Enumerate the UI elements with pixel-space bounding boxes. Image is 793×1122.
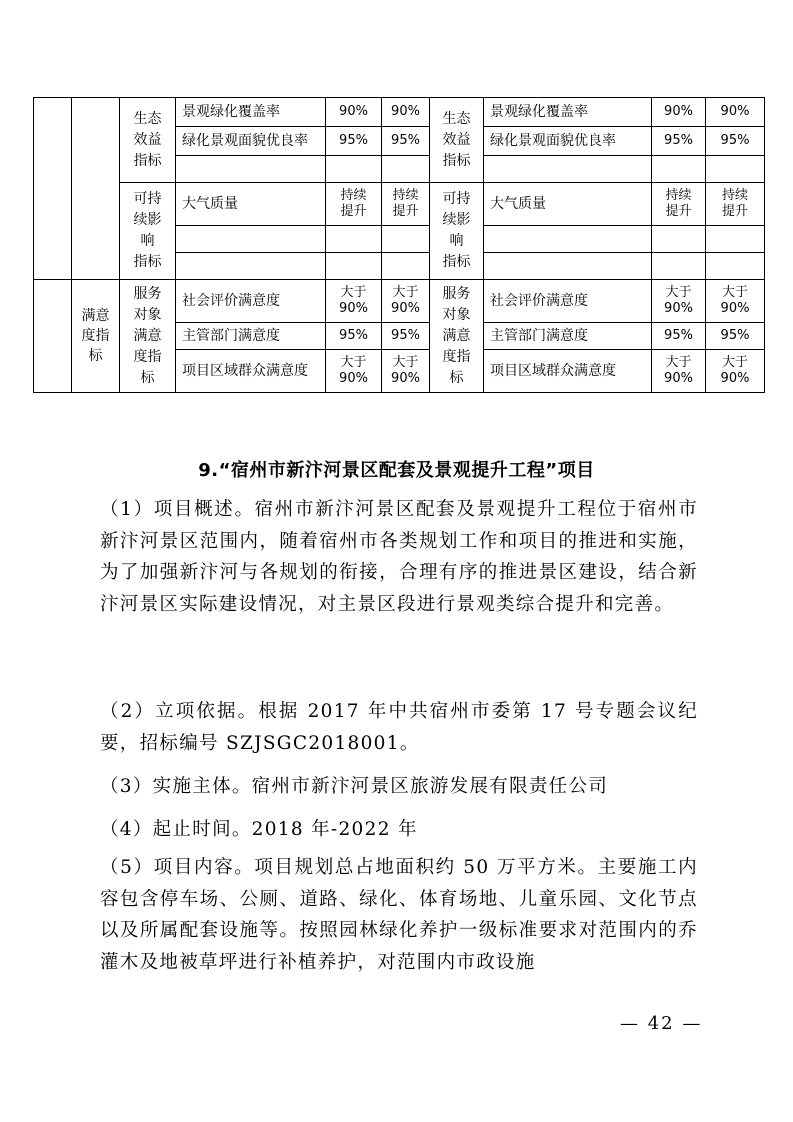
value-line: 90% [720, 371, 750, 386]
indicator-value [652, 226, 706, 253]
indicator-value [326, 156, 382, 183]
value-line: 提升 [392, 204, 419, 219]
indicator-name: 主管部门满意度 [484, 323, 652, 350]
label-line: 服务 [442, 285, 471, 302]
value-line: 大于 [721, 355, 748, 370]
blank-cell [34, 280, 72, 393]
indicator-value: 90% [652, 98, 706, 127]
blank-cell [72, 98, 120, 280]
value-line: 大于 [392, 285, 419, 300]
indicator-value [326, 226, 382, 253]
value-line: 90% [664, 371, 693, 386]
value-line: 提升 [721, 204, 748, 219]
indicator-value [326, 253, 382, 280]
indicator-value [706, 156, 765, 183]
label-line: 效益 [133, 131, 162, 148]
section-heading: 9.“宿州市新汴河景区配套及景观提升工程”项目 [198, 460, 595, 481]
indicator-value [326, 350, 382, 393]
page-number: — 42 — [620, 1013, 703, 1034]
indicator-value: 95% [326, 127, 382, 156]
table-row [34, 183, 765, 226]
value-line: 90% [391, 301, 420, 316]
value-line: 大于 [721, 285, 748, 300]
value-line: 大于 [665, 285, 692, 300]
label-line: 满意 [442, 327, 471, 344]
value-line: 90% [339, 371, 368, 386]
performance-indicator-table [33, 97, 765, 393]
value-line: 持续 [721, 188, 748, 203]
eco-benefit-label-right [430, 98, 484, 183]
indicator-value: 95% [326, 323, 382, 350]
indicator-value [706, 183, 765, 226]
value-line: 90% [391, 371, 420, 386]
indicator-name [176, 156, 326, 183]
label-line: 效益 [442, 131, 471, 148]
indicator-value [706, 226, 765, 253]
indicator-value: 95% [652, 323, 706, 350]
label-line: 服务 [133, 285, 162, 302]
indicator-name [484, 226, 652, 253]
label-line: 标 [88, 348, 103, 364]
indicator-name [484, 253, 652, 280]
indicator-value [652, 350, 706, 393]
value-line: 提升 [665, 204, 692, 219]
eco-benefit-label [120, 98, 176, 183]
label-line: 续影 [133, 212, 162, 228]
blank-cell [34, 98, 72, 280]
indicator-value: 95% [706, 127, 765, 156]
label-line: 可持 [442, 191, 471, 207]
table-row [34, 98, 765, 127]
indicator-value: 90% [326, 98, 382, 127]
indicator-value [706, 280, 765, 323]
indicator-name: 绿化景观面貌优良率 [484, 127, 652, 156]
label-line: 标 [449, 369, 464, 386]
paragraph-implementer: （3）实施主体。宿州市新汴河景区旅游发展有限责任公司 [100, 776, 609, 797]
value-line: 90% [720, 301, 750, 316]
indicator-name: 项目区域群众满意度 [176, 350, 326, 393]
indicator-value [382, 156, 430, 183]
indicator-value [706, 350, 765, 393]
service-satisfaction-label-right [430, 280, 484, 393]
label-line: 满意 [133, 327, 162, 344]
indicator-value [326, 183, 382, 226]
value-line: 90% [664, 301, 693, 316]
indicator-value [382, 350, 430, 393]
indicator-value [382, 280, 430, 323]
indicator-value: 95% [382, 127, 430, 156]
label-line: 度指 [133, 348, 162, 365]
indicator-value [652, 280, 706, 323]
label-line: 指标 [133, 254, 162, 270]
label-line: 对象 [442, 306, 471, 323]
paragraph-basis: （2）立项依据。根据 2017 年中共宿州市委第 17 号专题会议纪要，招标编号 SZJSGC2018001。 [100, 701, 698, 754]
indicator-value [706, 253, 765, 280]
indicator-name: 大气质量 [176, 183, 326, 226]
value-line: 大于 [340, 285, 367, 300]
indicator-value [652, 183, 706, 226]
indicator-value [652, 156, 706, 183]
label-line: 生态 [133, 110, 162, 127]
indicator-value [382, 253, 430, 280]
indicator-name: 社会评价满意度 [176, 280, 326, 323]
indicator-name: 项目区域群众满意度 [484, 350, 652, 393]
indicator-name: 绿化景观面貌优良率 [176, 127, 326, 156]
value-line: 持续 [665, 188, 692, 203]
value-line: 大于 [340, 355, 367, 370]
indicator-name: 景观绿化覆盖率 [176, 98, 326, 127]
value-line: 提升 [340, 204, 367, 219]
indicator-name: 大气质量 [484, 183, 652, 226]
label-line: 生态 [442, 110, 471, 127]
sustainability-label-right [430, 183, 484, 280]
paragraph-timeframe: （4）起止时间。2018 年-2022 年 [100, 819, 418, 840]
indicator-name: 主管部门满意度 [176, 323, 326, 350]
indicator-value [326, 280, 382, 323]
label-line: 响 [140, 233, 155, 249]
indicator-value: 90% [382, 98, 430, 127]
value-line: 大于 [392, 355, 419, 370]
label-line: 指标 [442, 254, 471, 270]
value-line: 持续 [392, 188, 419, 203]
label-line: 指标 [133, 152, 162, 169]
label-line: 对象 [133, 306, 162, 323]
label-line: 满意 [81, 308, 110, 324]
indicator-value: 95% [382, 323, 430, 350]
satisfaction-category-label [72, 280, 120, 393]
indicator-value [382, 183, 430, 226]
indicator-name [484, 156, 652, 183]
paragraph-content: （5）项目内容。项目规划总占地面积约 50 万平方米。主要施工内容包含停车场、公厕、道路、绿化、体育场地、儿童乐园、文化节点以及所属配套设施等。按照园林绿化养护一级标准要求对范围内的乔灌木及地被草坪进行补植养护，对范围内市政设施 [100, 857, 698, 973]
indicator-value [382, 226, 430, 253]
indicator-name: 社会评价满意度 [484, 280, 652, 323]
indicator-name: 景观绿化覆盖率 [484, 98, 652, 127]
indicator-name [176, 253, 326, 280]
indicator-name [176, 226, 326, 253]
label-line: 标 [140, 369, 155, 386]
label-line: 续影 [442, 212, 471, 228]
paragraph-overview: （1）项目概述。宿州市新汴河景区配套及景观提升工程位于宿州市新汴河景区范围内，随着宿州市各类规划工作和项目的推进和实施，为了加强新汴河与各规划的衔接，合理有序的推进景区建设，结合新汴河景区实际建设情况，对主景区段进行景观类综合提升和完善。 [100, 499, 698, 615]
label-line: 度指 [81, 328, 110, 344]
indicator-value: 95% [706, 323, 765, 350]
indicator-value [652, 253, 706, 280]
indicator-value: 90% [706, 98, 765, 127]
table-row [34, 280, 765, 323]
label-line: 指标 [442, 152, 471, 169]
value-line: 持续 [340, 188, 367, 203]
sustainability-label [120, 183, 176, 280]
label-line: 度指 [442, 348, 471, 365]
value-line: 大于 [665, 355, 692, 370]
label-line: 可持 [133, 191, 162, 207]
indicator-value: 95% [652, 127, 706, 156]
service-satisfaction-label [120, 280, 176, 393]
value-line: 90% [339, 301, 368, 316]
label-line: 响 [449, 233, 464, 249]
